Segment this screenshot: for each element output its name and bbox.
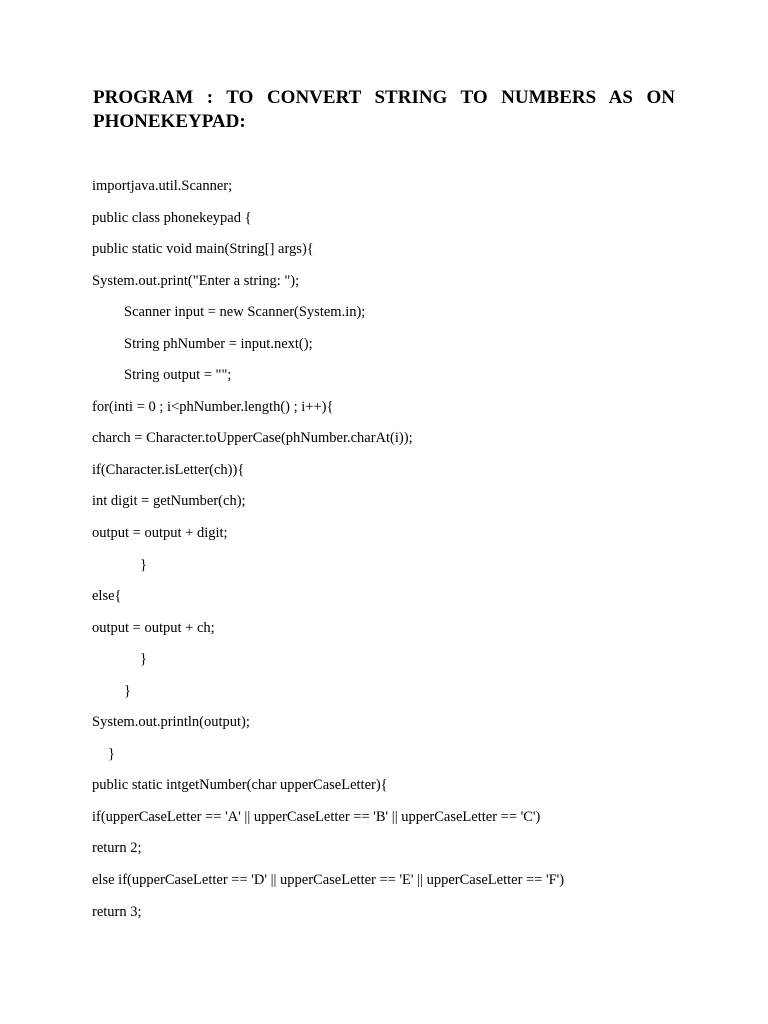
code-line: }	[140, 651, 147, 668]
code-line: else if(upperCaseLetter == 'D' || upperCaseLetter == 'E' || upperCaseLetter == 'F')	[92, 872, 565, 889]
code-line: public static void main(String[] args){	[92, 241, 314, 258]
code-line: charch = Character.toUpperCase(phNumber.charAt(i));	[92, 430, 413, 447]
code-listing	[92, 177, 732, 934]
code-line: }	[124, 682, 131, 699]
code-line: System.out.print("Enter a string: ");	[92, 272, 300, 289]
code-line: output = output + digit;	[92, 525, 228, 542]
code-line: String output = "";	[124, 367, 232, 384]
code-line: return 3;	[92, 903, 142, 920]
title-line-1: PROGRAM : TO CONVERT STRING TO NUMBERS AS ON	[93, 87, 675, 108]
code-line: }	[108, 745, 115, 762]
code-line: public class phonekeypad {	[92, 209, 252, 226]
code-line: importjava.util.Scanner;	[92, 178, 233, 194]
code-line: Scanner input = new Scanner(System.in);	[124, 304, 366, 321]
code-line: if(Character.isLetter(ch)){	[92, 461, 245, 478]
code-line: }	[140, 556, 147, 573]
code-line: String phNumber = input.next();	[124, 335, 313, 352]
document-title	[93, 86, 675, 134]
code-line: if(upperCaseLetter == 'A' || upperCaseLetter == 'B' || upperCaseLetter == 'C')	[92, 808, 541, 825]
title-line-2: PHONEKEYPAD:	[93, 111, 246, 132]
code-line: public static intgetNumber(char upperCaseLetter){	[92, 777, 388, 794]
code-line: int digit = getNumber(ch);	[92, 493, 246, 510]
code-line: System.out.println(output);	[92, 714, 250, 731]
code-line: for(inti = 0 ; i<phNumber.length() ; i++){	[92, 398, 334, 415]
code-line: else{	[92, 588, 122, 605]
code-line: return 2;	[92, 840, 142, 857]
code-line: output = output + ch;	[92, 619, 215, 636]
